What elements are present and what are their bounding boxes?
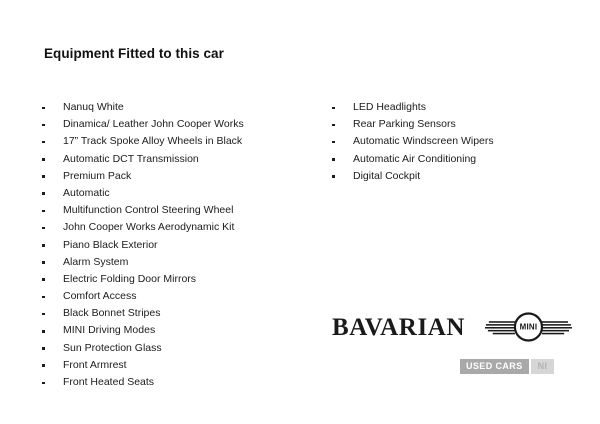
equipment-item-label: MINI Driving Modes bbox=[63, 324, 156, 337]
equipment-item-label: Premium Pack bbox=[63, 169, 132, 182]
equipment-item bbox=[330, 116, 580, 133]
badge-used-cars-label: USED CARS bbox=[460, 359, 529, 374]
equipment-item-label: John Cooper Works Aerodynamic Kit bbox=[63, 221, 235, 234]
page-title: Equipment Fitted to this car bbox=[44, 46, 224, 61]
equipment-item bbox=[40, 288, 308, 305]
equipment-item bbox=[40, 151, 308, 168]
bullet-icon bbox=[42, 313, 45, 316]
bullet-icon bbox=[42, 227, 45, 230]
equipment-item bbox=[40, 116, 308, 133]
equipment-item-label: Rear Parking Sensors bbox=[353, 118, 456, 131]
bullet-icon bbox=[42, 124, 45, 127]
equipment-right-column bbox=[330, 99, 580, 185]
bullet-icon bbox=[42, 210, 45, 213]
equipment-item-label: Comfort Access bbox=[63, 290, 137, 303]
bullet-icon bbox=[42, 347, 45, 350]
equipment-item bbox=[330, 168, 580, 185]
bullet-icon bbox=[42, 296, 45, 299]
brand-logo-row bbox=[332, 305, 572, 349]
bullet-icon bbox=[42, 244, 45, 247]
equipment-item bbox=[330, 151, 580, 168]
bullet-icon bbox=[332, 124, 335, 127]
bullet-icon bbox=[332, 141, 335, 144]
bullet-icon bbox=[42, 278, 45, 281]
equipment-item bbox=[40, 219, 308, 236]
equipment-item bbox=[40, 322, 308, 339]
equipment-item bbox=[40, 271, 308, 288]
bullet-icon bbox=[332, 158, 335, 161]
equipment-list-right bbox=[330, 99, 580, 185]
badge-ni-label: NI bbox=[531, 359, 555, 374]
brand-block bbox=[332, 305, 572, 385]
equipment-item bbox=[40, 305, 308, 322]
equipment-item-label: Automatic bbox=[63, 186, 110, 199]
equipment-item-label: Black Bonnet Stripes bbox=[63, 307, 161, 320]
equipment-item bbox=[40, 168, 308, 185]
equipment-list-left bbox=[40, 99, 308, 391]
equipment-item bbox=[40, 185, 308, 202]
equipment-item bbox=[40, 357, 308, 374]
bullet-icon bbox=[332, 175, 335, 178]
equipment-item-label: Piano Black Exterior bbox=[63, 238, 158, 251]
equipment-item-label: Automatic Windscreen Wipers bbox=[353, 135, 494, 148]
equipment-item bbox=[40, 237, 308, 254]
bullet-icon bbox=[332, 107, 335, 110]
bullet-icon bbox=[42, 382, 45, 385]
equipment-item-label: Alarm System bbox=[63, 255, 129, 268]
mini-logo-text: MINI bbox=[519, 322, 538, 332]
equipment-item-label: Sun Protection Glass bbox=[63, 341, 162, 354]
equipment-item-label: Front Heated Seats bbox=[63, 376, 155, 388]
equipment-item-label: Automatic DCT Transmission bbox=[63, 152, 199, 165]
equipment-item-label: Multifunction Control Steering Wheel bbox=[63, 204, 234, 217]
equipment-item bbox=[40, 254, 308, 271]
mini-winged-roundel-logo bbox=[485, 310, 572, 344]
bullet-icon bbox=[42, 141, 45, 144]
equipment-item-label: Dinamica/ Leather John Cooper Works bbox=[63, 118, 244, 131]
equipment-item-label: Electric Folding Door Mirrors bbox=[63, 272, 197, 285]
equipment-item bbox=[40, 374, 308, 391]
bavarian-wordmark: BAVARIAN bbox=[332, 313, 466, 341]
bullet-icon bbox=[42, 364, 45, 367]
used-cars-ni-badge bbox=[460, 359, 554, 374]
equipment-item-label: Automatic Air Conditioning bbox=[353, 152, 477, 165]
bullet-icon bbox=[42, 261, 45, 264]
equipment-item-label: Front Armrest bbox=[63, 358, 127, 371]
equipment-left-column bbox=[40, 99, 308, 391]
bullet-icon bbox=[42, 175, 45, 178]
equipment-item bbox=[330, 99, 580, 116]
equipment-item-label: Digital Cockpit bbox=[353, 169, 421, 182]
bullet-icon bbox=[42, 192, 45, 195]
equipment-item bbox=[330, 133, 580, 150]
equipment-item-label: LED Headlights bbox=[353, 101, 426, 113]
equipment-item-label: 17” Track Spoke Alloy Wheels in Black bbox=[63, 135, 243, 148]
equipment-item bbox=[40, 340, 308, 357]
equipment-item-label: Nanuq White bbox=[63, 101, 124, 113]
bullet-icon bbox=[42, 158, 45, 161]
equipment-item bbox=[40, 133, 308, 150]
equipment-item bbox=[40, 202, 308, 219]
equipment-item bbox=[40, 99, 308, 116]
bullet-icon bbox=[42, 107, 45, 110]
bullet-icon bbox=[42, 330, 45, 333]
